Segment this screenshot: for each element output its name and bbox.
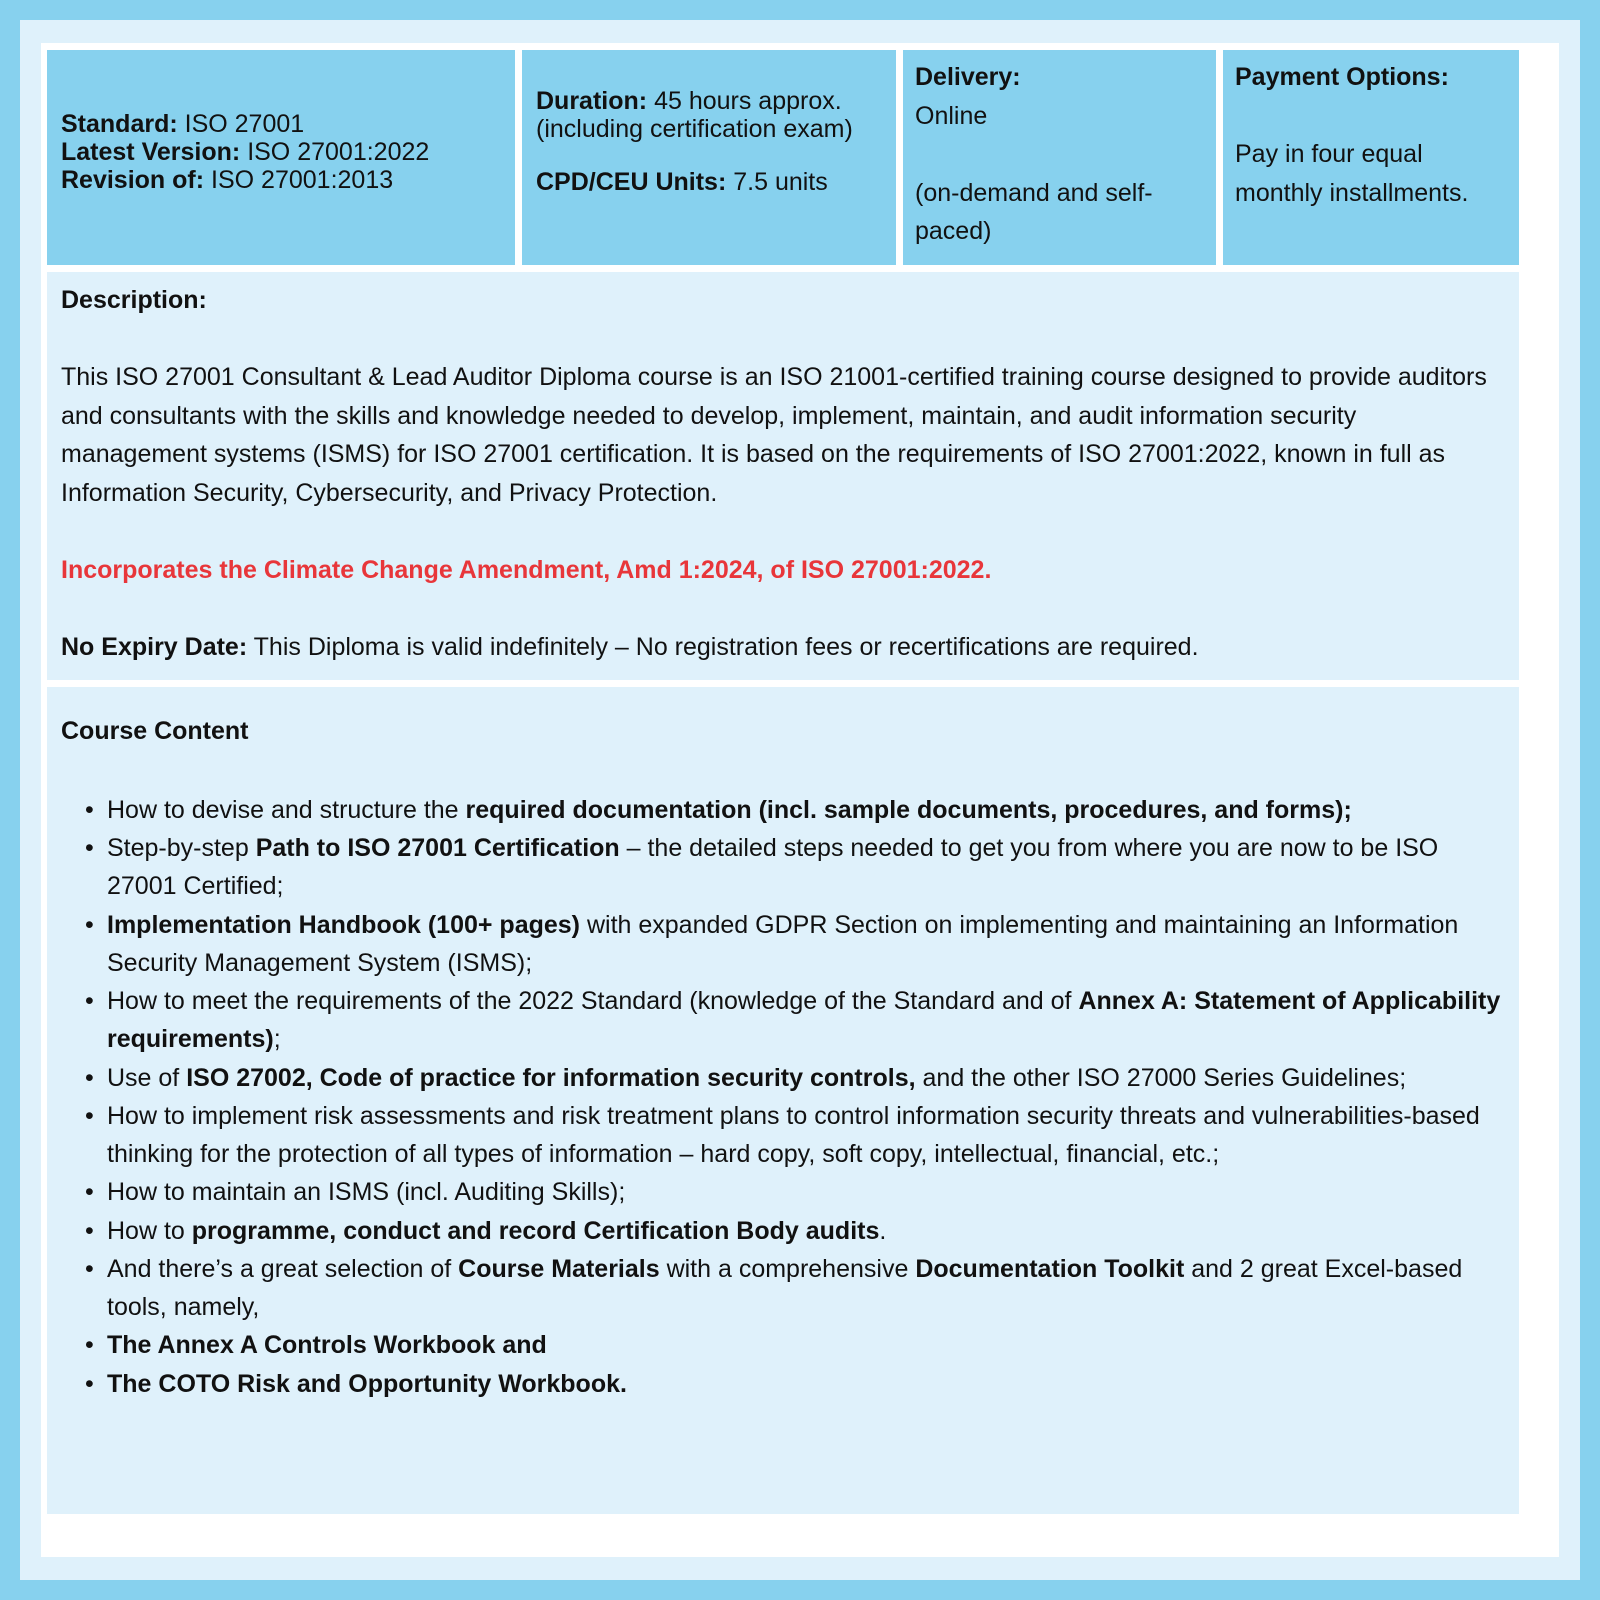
amendment-notice: Incorporates the Climate Change Amendment, Amd 1:2024, of ISO 27001:2022. <box>61 555 992 584</box>
description-label: Description: <box>61 286 207 314</box>
list-item <box>107 1250 1505 1327</box>
expiry-text: This Diploma is valid indefinitely – No registration fees or recertifications are required. <box>247 632 1199 661</box>
list-item <box>107 1097 1505 1174</box>
list-item <box>107 1212 1505 1250</box>
duration-value: 45 hours approx. <box>654 87 842 115</box>
list-item-text: How to maintain an ISMS (incl. Auditing Skills); <box>107 1178 626 1207</box>
duration-cell <box>522 50 896 265</box>
latest-version-value: ISO 27001:2022 <box>247 138 430 166</box>
duration-note: (including certification exam) <box>536 115 853 143</box>
list-item-text: . <box>879 1216 887 1245</box>
list-item <box>107 829 1505 906</box>
list-item-bold: Path to ISO 27001 Certification <box>255 834 620 862</box>
list-item-bold: ISO 27002, Code of practice for information security controls, <box>186 1063 916 1092</box>
list-item-text: How to implement risk assessments and risk treatment plans to control information security threats and vulnerabilities-based thinking for the protection of all types of information – hard copy, soft copy, intellectual, financial, etc.; <box>107 1101 1480 1168</box>
list-item-bold: The Annex A Controls Workbook and <box>107 1331 547 1360</box>
duration-label: Duration: <box>536 87 648 115</box>
payment-value: Pay in four equal monthly installments. <box>1235 139 1469 207</box>
delivery-value: Online <box>915 101 988 130</box>
list-item-text: – the detailed steps needed to get you from where you are now to be ISO 27001 Certified; <box>107 834 1439 901</box>
payment-label: Payment Options: <box>1235 63 1449 91</box>
delivery-note: (on-demand and self-paced) <box>915 178 1153 246</box>
list-item-text: How to meet the requirements of the 2022 Standard (knowledge of the Standard and of <box>107 987 1079 1015</box>
expiry-label: No Expiry Date: <box>61 632 248 661</box>
revision-value: ISO 27001:2013 <box>211 166 394 194</box>
standard-label: Standard: <box>61 110 178 138</box>
course-content-title: Course Content <box>61 717 249 745</box>
cpd-label: CPD/CEU Units: <box>536 168 727 196</box>
list-item-text: Step-by-step <box>107 834 256 862</box>
list-item-text: Use of <box>107 1063 187 1092</box>
list-item-text: ; <box>273 1025 281 1054</box>
list-item <box>107 791 1505 829</box>
list-item-bold: The COTO Risk and Opportunity Workbook. <box>107 1369 627 1398</box>
list-item-text: And there’s a great selection of <box>107 1254 459 1283</box>
standard-cell <box>47 50 515 265</box>
description-body: This ISO 27001 Consultant & Lead Auditor Diploma course is an ISO 21001-certified training course designed to provide auditors and consultants with the skills and knowledge needed to develop, implement, maintain, and audit information security management systems (ISMS) for ISO 27001 certification. It is based on the requirements of ISO 27001:2022, known in full as Information Security, Cybersecurity, and Privacy Protection. <box>61 362 1487 507</box>
payment-cell <box>1223 50 1519 265</box>
list-item-bold: Annex A: Statement of Applicability requirements) <box>107 987 1501 1054</box>
cpd-value: 7.5 units <box>733 168 828 196</box>
list-item-text: with a comprehensive <box>659 1254 916 1283</box>
list-item-bold: Documentation Toolkit <box>915 1254 1185 1283</box>
list-item-text: with expanded GDPR Section on implementing and maintaining an Information Security Management System (ISMS); <box>107 910 1459 977</box>
list-item <box>107 906 1505 983</box>
list-item <box>107 1059 1505 1097</box>
list-item-bold: Implementation Handbook (100+ pages) <box>107 910 581 939</box>
course-content-cell <box>47 687 1519 1514</box>
list-item-text: How to <box>107 1216 192 1245</box>
list-item-bold: required documentation (incl. sample documents, procedures, and forms); <box>465 795 1352 824</box>
latest-version-label: Latest Version: <box>61 138 241 166</box>
description-cell <box>47 272 1519 680</box>
list-item <box>107 1326 1505 1364</box>
list-item-text: How to devise and structure the <box>107 795 466 824</box>
course-content-list <box>61 791 1505 1403</box>
page-frame <box>20 20 1580 1580</box>
revision-label: Revision of: <box>61 166 205 194</box>
delivery-cell <box>903 50 1216 265</box>
course-info-table <box>41 43 1559 1557</box>
list-item-bold: programme, conduct and record Certification Body audits <box>191 1216 880 1245</box>
list-item <box>107 1173 1505 1211</box>
standard-value: ISO 27001 <box>184 110 305 138</box>
list-item <box>107 982 1505 1059</box>
list-item-bold: Course Materials <box>458 1254 660 1283</box>
list-item <box>107 1365 1505 1403</box>
delivery-label: Delivery: <box>915 63 1021 91</box>
list-item-text: and the other ISO 27000 Series Guidelines; <box>915 1063 1407 1092</box>
list-item-text: and 2 great Excel-based tools, namely, <box>107 1254 1463 1321</box>
